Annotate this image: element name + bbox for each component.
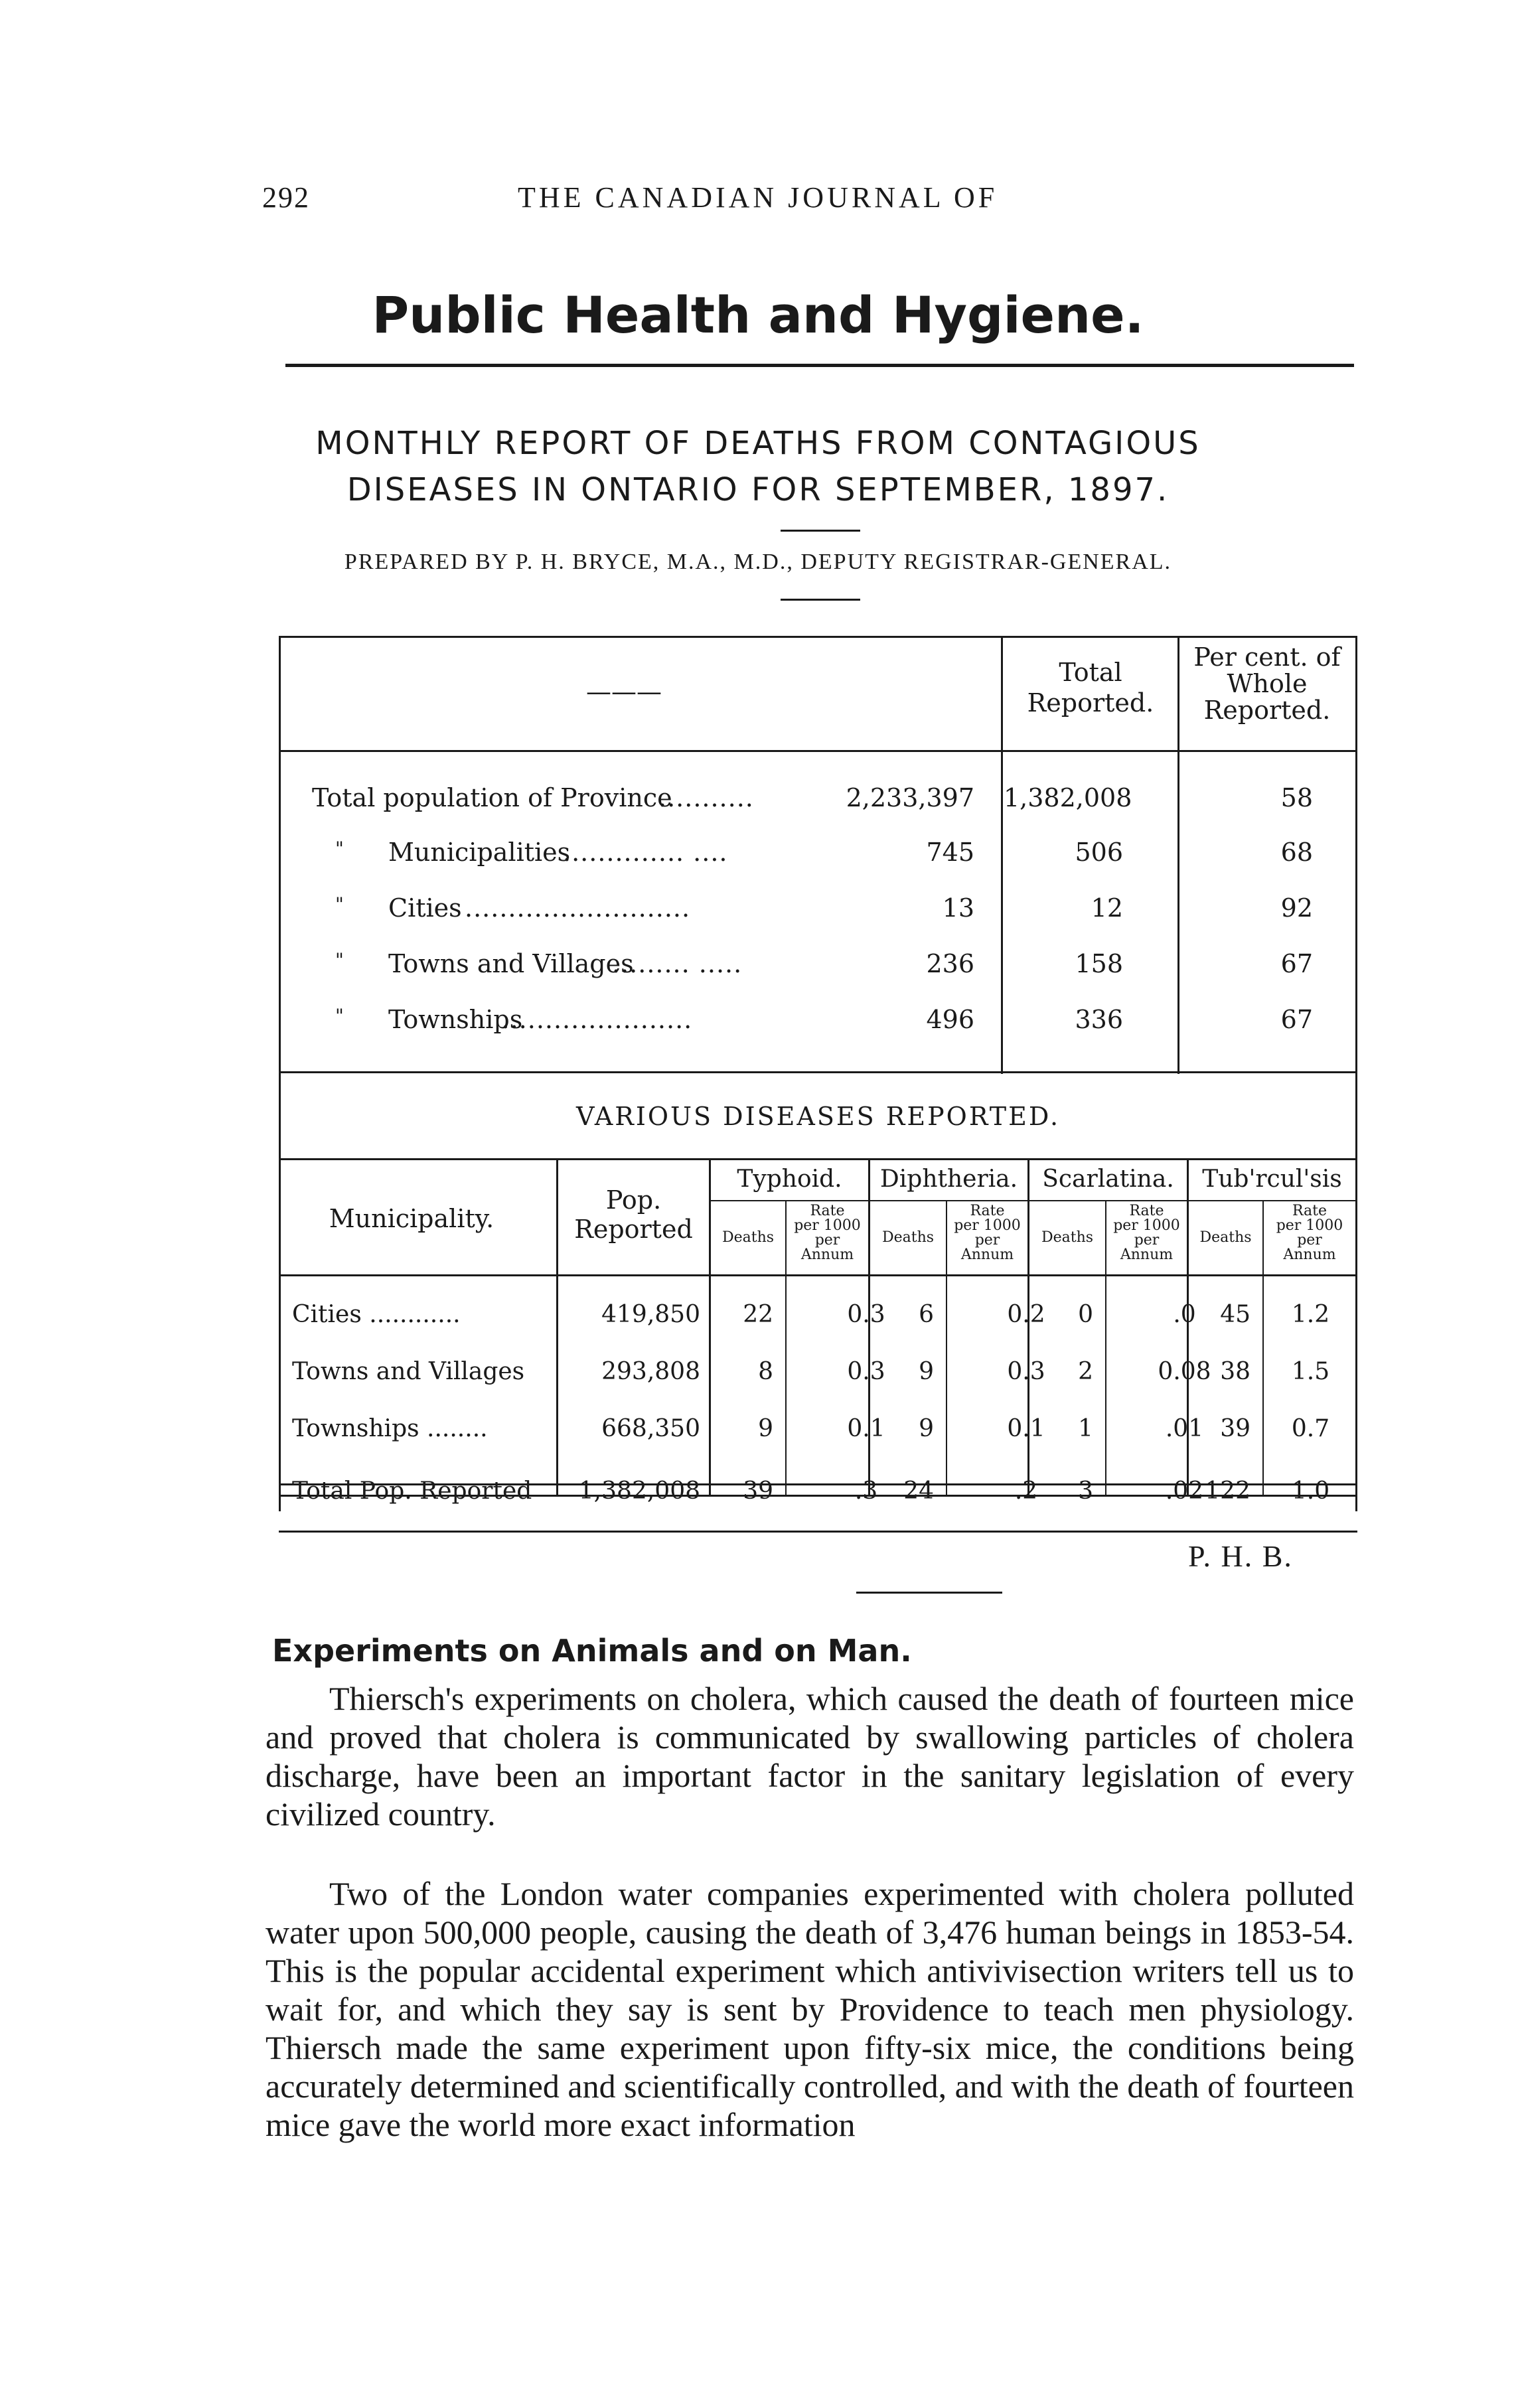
report-title-line-1: MONTHLY REPORT OF DEATHS FROM CONTAGIOUS — [315, 425, 1201, 462]
row-total-reported: 336 — [1075, 1005, 1123, 1034]
row-population: 236 — [926, 949, 974, 978]
row-leader: ........... — [658, 783, 754, 812]
row-leader: ...................... — [501, 1005, 693, 1034]
deaths-subheader: Deaths — [1199, 1229, 1252, 1246]
municipality-cell: Total Pop. Reported — [292, 1477, 532, 1505]
article-paragraph-2: Two of the London water companies experimented with cholera polluted water upon 500,000 people, causing the death of 3,476 human beings in 1853-54. This is the popular accidental experiment which antivivisection writers tell us to wait for, and which they say is sent by Providence to teach men physiology. Thiersch made the same experiment upon fifty-six mice, the conditions being accurately determined and scientifically controlled, and with the death of fourteen mice gave the world more exact information — [265, 1875, 1354, 2143]
deaths-cell: 0 — [1078, 1301, 1093, 1328]
rate-cell: 1.2 — [1291, 1301, 1330, 1328]
rate-subheader: Rate per 1000 per Annum — [1276, 1203, 1343, 1263]
disease-header: Tub'rcul'sis — [1202, 1166, 1342, 1193]
row-population: 745 — [926, 838, 974, 867]
rate-subheader: Rate per 1000 per Annum — [794, 1203, 861, 1263]
row-population: 496 — [926, 1005, 974, 1034]
municipality-cell: Townships ........ — [292, 1415, 488, 1442]
diseases-table-title: VARIOUS DISEASES REPORTED. — [575, 1102, 1061, 1131]
rate-cell: 0.7 — [1291, 1415, 1330, 1442]
deaths-cell: 3 — [1078, 1477, 1093, 1505]
row-percent: 68 — [1280, 838, 1313, 867]
municipality-header: Municipality. — [329, 1204, 494, 1233]
disease-header: Diphtheria. — [879, 1166, 1018, 1193]
deaths-subheader: Deaths — [881, 1229, 935, 1246]
rate-cell: .0 — [1173, 1301, 1196, 1328]
deaths-subheader: Deaths — [721, 1229, 775, 1246]
row-label: Total population of Province — [312, 783, 672, 812]
deaths-cell: 45 — [1220, 1301, 1251, 1328]
deaths-cell: 38 — [1220, 1358, 1251, 1385]
rate-cell: 1.0 — [1291, 1477, 1330, 1505]
rate-cell: .01 — [1165, 1415, 1204, 1442]
pop-cell: 668,350 — [601, 1415, 700, 1442]
section-title: Public Health and Hygiene. — [372, 285, 1144, 344]
row-population: 2,233,397 — [846, 783, 974, 812]
signature: P. H. B. — [1188, 1539, 1293, 1573]
table-bottom-rule — [279, 1531, 1357, 1533]
row-label: Townships — [388, 1005, 523, 1034]
blank-header: ——— — [586, 677, 662, 706]
row-leader: ......... ..... — [612, 949, 743, 978]
prepared-by: PREPARED BY P. H. BRYCE, M.A., M.D., DEPUTY REGISTRAR-GENERAL. — [344, 550, 1172, 574]
rate-subheader: Rate per 1000 per Annum — [954, 1203, 1021, 1263]
row-percent: 58 — [1280, 783, 1313, 812]
article-paragraph-1: Thiersch's experiments on cholera, which caused the death of fourteen mice and proved that cholera is communicated by swallowing particles of cholera discharge, have been an important factor in the sanitary legislation of every civilized country. — [265, 1680, 1354, 1833]
rate-cell: .02 — [1165, 1477, 1204, 1505]
rate-cell: 1.5 — [1291, 1358, 1330, 1385]
deaths-cell: 22 — [743, 1301, 773, 1328]
pop-reported-header: Pop. Reported — [574, 1185, 693, 1244]
rate-cell: 0.1 — [1007, 1415, 1045, 1442]
disease-header: Typhoid. — [737, 1166, 842, 1193]
rate-subheader: Rate per 1000 per Annum — [1113, 1203, 1180, 1263]
row-total-reported: 1,382,008 — [1004, 783, 1132, 812]
rate-cell: 0.3 — [1007, 1358, 1045, 1385]
row-label: Cities — [388, 893, 462, 923]
signature-rule — [856, 1592, 1002, 1594]
deaths-cell: 1 — [1078, 1415, 1093, 1442]
short-rule-top — [781, 530, 860, 532]
municipality-cell: Towns and Villages — [292, 1358, 525, 1385]
title-rule — [285, 364, 1354, 367]
short-rule-bottom — [781, 599, 860, 601]
rate-cell: 0.1 — [847, 1415, 885, 1442]
deaths-cell: 6 — [919, 1301, 934, 1328]
row-leader: .......................... — [465, 893, 691, 923]
row-label: Municipalities — [388, 838, 571, 867]
pop-cell: 419,850 — [601, 1301, 700, 1328]
row-total-reported: 12 — [1091, 893, 1123, 923]
ditto-mark: " — [335, 893, 344, 915]
deaths-cell: 9 — [919, 1415, 934, 1442]
row-percent: 67 — [1280, 949, 1313, 978]
rate-cell: 0.3 — [847, 1358, 885, 1385]
row-label: Towns and Villages — [388, 949, 634, 978]
ditto-mark: " — [335, 949, 344, 971]
deaths-cell: 2 — [1078, 1358, 1093, 1385]
rate-cell: 0.3 — [847, 1301, 885, 1328]
row-leader: .............. .... — [563, 838, 728, 867]
running-head: THE CANADIAN JOURNAL OF — [518, 181, 998, 214]
disease-header: Scarlatina. — [1042, 1166, 1174, 1193]
page-number: 292 — [262, 181, 310, 214]
rate-cell: .2 — [1014, 1477, 1038, 1505]
pop-cell: 293,808 — [601, 1358, 700, 1385]
municipality-cell: Cities ............ — [292, 1301, 461, 1328]
total-reported-header: Total Reported. — [1027, 658, 1154, 717]
row-total-reported: 506 — [1075, 838, 1123, 867]
deaths-cell: 39 — [1220, 1415, 1251, 1442]
deaths-cell: 9 — [758, 1415, 773, 1442]
percent-header: Per cent. of Whole Reported. — [1193, 642, 1341, 725]
pop-cell: 1,382,008 — [578, 1477, 700, 1505]
deaths-subheader: Deaths — [1041, 1229, 1094, 1246]
deaths-cell: 8 — [758, 1358, 773, 1385]
row-population: 13 — [942, 893, 974, 923]
ditto-mark: " — [335, 1005, 344, 1027]
rate-cell: .3 — [854, 1477, 878, 1505]
deaths-cell: 122 — [1205, 1477, 1251, 1505]
row-total-reported: 158 — [1075, 949, 1123, 978]
deaths-cell: 39 — [743, 1477, 773, 1505]
rate-cell: 0.2 — [1007, 1301, 1045, 1328]
report-title-line-2: DISEASES IN ONTARIO FOR SEPTEMBER, 1897. — [346, 471, 1170, 508]
rate-cell: 0.08 — [1158, 1358, 1211, 1385]
ditto-mark: " — [335, 838, 344, 860]
article-heading: Experiments on Animals and on Man. — [272, 1633, 912, 1669]
deaths-cell: 9 — [919, 1358, 934, 1385]
deaths-cell: 24 — [903, 1477, 934, 1505]
row-percent: 92 — [1280, 893, 1313, 923]
row-percent: 67 — [1280, 1005, 1313, 1034]
